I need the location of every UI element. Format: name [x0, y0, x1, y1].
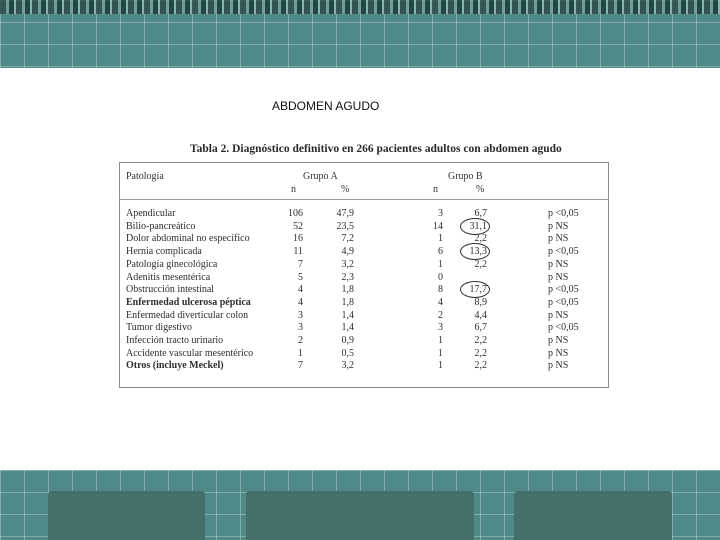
cell-a-n: 3: [298, 322, 303, 334]
cell-a-pct: 3,2: [341, 258, 354, 270]
highlight-circle: [460, 243, 490, 260]
cell-b-pct: 8,9: [474, 296, 487, 308]
cell-patologia: Bilio-pancreático: [126, 220, 196, 232]
cell-b-pct: 13,3: [469, 246, 487, 258]
cell-patologia: Enfermedad ulcerosa péptica: [126, 296, 251, 308]
cell-patologia: Otros (incluye Meckel): [126, 360, 224, 372]
cell-a-pct: 0,9: [341, 335, 354, 346]
cell-b-n: 3: [438, 322, 443, 334]
cell-b-pct: 31,1: [469, 220, 487, 232]
cell-a-pct: 1,4: [341, 309, 354, 321]
cell-a-n: 11: [293, 246, 303, 258]
cell-a-n: 16: [293, 233, 303, 245]
cell-a-pct: 4,9: [341, 246, 354, 258]
footer-box-right: [514, 491, 672, 540]
cell-p: p NS: [548, 271, 569, 283]
highlight-circle: [460, 218, 490, 235]
cell-a-pct: 23,5: [336, 220, 354, 232]
cell-a-n: 106: [288, 208, 303, 219]
cell-a-n: 5: [298, 271, 303, 283]
slide-title: ABDOMEN AGUDO: [272, 99, 380, 113]
cell-b-n: 6: [438, 246, 443, 258]
cell-b-pct: 2,2: [474, 335, 487, 346]
cell-p: p NS: [548, 360, 569, 372]
cell-b-pct: 6,7: [474, 208, 487, 219]
cell-b-n: 1: [438, 347, 443, 359]
header-a-n: n: [291, 184, 296, 195]
cell-a-n: 4: [298, 284, 303, 296]
cell-b-pct: 2,2: [474, 347, 487, 359]
cell-patologia: Apendicular: [126, 208, 176, 219]
cell-a-pct: 0,5: [341, 347, 354, 359]
cell-b-n: 3: [438, 208, 443, 219]
cell-b-n: 1: [438, 335, 443, 346]
cell-a-pct: 47,9: [336, 208, 354, 219]
cell-b-n: 1: [438, 258, 443, 270]
cell-a-n: 3: [298, 309, 303, 321]
header-patologia: Patología: [126, 171, 164, 182]
header-grupo-a: Grupo A: [303, 171, 338, 182]
cell-a-pct: 2,3: [341, 271, 354, 283]
cell-b-n: 8: [438, 284, 443, 296]
cell-p: p <0,05: [548, 208, 579, 219]
cell-a-n: 2: [298, 335, 303, 346]
cell-a-pct: 1,8: [341, 296, 354, 308]
cell-b-n: 1: [438, 360, 443, 372]
cell-patologia: Infección tracto urinario: [126, 335, 224, 346]
cell-p: p <0,05: [548, 284, 579, 296]
cell-a-pct: 1,4: [341, 322, 354, 334]
header-b-pct: %: [476, 184, 485, 195]
cell-p: p <0,05: [548, 246, 579, 258]
cell-p: p NS: [548, 309, 569, 321]
footer-box-left: [48, 491, 205, 540]
header-b-n: n: [433, 184, 438, 195]
cell-patologia: Enfermedad diverticular colon: [126, 309, 249, 321]
cell-patologia: Obstrucción intestinal: [126, 284, 215, 296]
cell-b-pct: 17,7: [469, 284, 487, 296]
cell-p: p NS: [548, 220, 569, 232]
header-grupo-b: Grupo B: [448, 171, 483, 182]
cell-b-pct: 6,7: [474, 322, 487, 334]
cell-p: p NS: [548, 347, 569, 359]
cell-a-n: 52: [293, 220, 303, 232]
cell-a-pct: 1,8: [341, 284, 354, 296]
cell-a-n: 1: [298, 347, 303, 359]
footer-box-center: [246, 491, 474, 540]
cell-b-pct: 4,4: [474, 309, 487, 321]
cell-p: p <0,05: [548, 322, 579, 334]
cell-b-pct: 2,2: [474, 360, 487, 372]
cell-a-n: 7: [298, 258, 303, 270]
cell-p: p NS: [548, 258, 569, 270]
top-decorative-band: [0, 0, 720, 68]
cell-b-pct: 2,2: [474, 233, 487, 245]
cell-a-n: 7: [298, 360, 303, 372]
cell-a-pct: 7,2: [341, 233, 354, 245]
cell-patologia: Adenitis mesentérica: [126, 271, 211, 283]
cell-patologia: Tumor digestivo: [126, 322, 193, 334]
table-caption: Tabla 2. Diagnóstico definitivo en 266 pacientes adultos con abdomen agudo: [190, 143, 562, 155]
cell-patologia: Hernia complicada: [126, 246, 202, 258]
circuit-strip: [0, 0, 720, 14]
cell-b-n: 2: [438, 309, 443, 321]
header-a-pct: %: [341, 184, 350, 195]
cell-b-pct: 2,2: [474, 258, 487, 270]
cell-b-n: 14: [433, 220, 443, 232]
cell-patologia: Dolor abdominal no específico: [126, 233, 250, 245]
cell-p: p <0,05: [548, 296, 579, 308]
cell-a-pct: 3,2: [341, 360, 354, 372]
cell-b-n: 0: [438, 271, 443, 283]
header-divider: [119, 199, 609, 200]
cell-a-n: 4: [298, 296, 303, 308]
cell-p: p NS: [548, 335, 569, 346]
cell-b-n: 1: [438, 233, 443, 245]
cell-patologia: Accidente vascular mesentérico: [126, 347, 254, 359]
cell-p: p NS: [548, 233, 569, 245]
cell-patologia: Patología ginecológica: [126, 258, 218, 270]
cell-b-n: 4: [438, 296, 443, 308]
